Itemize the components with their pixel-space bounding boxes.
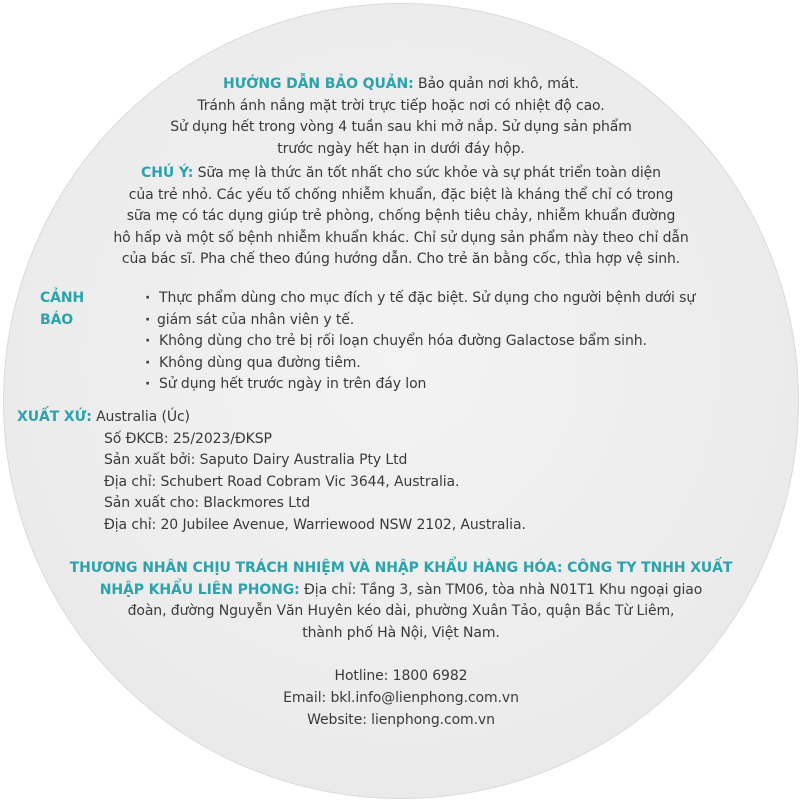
note-line-2: của trẻ nhỏ. Các yếu tố chống nhiễm khuẩn, đặc biệt là kháng thể chỉ có trong [128, 186, 674, 203]
note-line-5: của bác sĩ. Pha chế theo đúng hướng dẫn. Cho trẻ ăn bằng cốc, thìa hợp vệ sinh. [121, 251, 681, 267]
registration-number: Số ĐKCB: 25/2023/ĐKSP [104, 430, 272, 447]
storage-line-2: Tránh ánh nắng mặt trời trực tiếp hoặc nơi có nhiệt độ cao. [197, 97, 605, 114]
warning-item: · Thực phẩm dùng cho mục đích y tế đặc biệt. Sử dụng cho người bệnh dưới sự [143, 288, 695, 310]
note-text-1: Sữa mẹ là thức ăn tốt nhất cho sức khỏe và sự phát triển toàn diện [197, 165, 661, 181]
label-disc [3, 3, 799, 799]
importer-address-2: đoàn, đường Nguyễn Văn Huyên kéo dài, phường Xuân Tảo, quận Bắc Từ Liêm, [127, 603, 675, 619]
manufacturer: Sản xuất bởi: Saputo Dairy Australia Pty Ltd [104, 452, 408, 468]
origin-line [17, 407, 526, 429]
importer-line-2 [4, 580, 798, 602]
produced-for: Sản xuất cho: Blackmores Ltd [104, 495, 311, 511]
origin-section [17, 407, 526, 536]
note-heading: CHÚ Ý: [141, 165, 194, 181]
contact-section [4, 665, 798, 731]
storage-line-3: Sử dụng hết trong vòng 4 tuần sau khi mở nắp. Sử dụng sản phẩm [170, 119, 632, 135]
website: Website: lienphong.com.vn [307, 712, 495, 728]
hotline: Hotline: 1800 6982 [334, 668, 468, 684]
importer-heading-2: NHẬP KHẨU LIÊN PHONG: [99, 581, 300, 598]
warning-item: · Không dùng cho trẻ bị rối loạn chuyển hóa đường Galactose bẩm sinh. [143, 331, 695, 353]
note-line-3: sữa mẹ có tác dụng giúp trẻ phòng, chống bệnh tiêu chảy, nhiễm khuẩn đường [126, 208, 676, 224]
warning-list [143, 288, 695, 396]
importer-section [4, 558, 798, 644]
storage-line-1 [4, 74, 798, 96]
note-line-1 [4, 163, 798, 185]
produced-for-address: Địa chỉ: 20 Jubilee Avenue, Warriewood NSW 2102, Australia. [104, 516, 526, 533]
manufacturer-address: Địa chỉ: Schubert Road Cobram Vic 3644, Australia. [104, 473, 460, 490]
note-section [4, 163, 798, 271]
storage-line-4: trước ngày hết hạn in dưới đáy hộp. [277, 140, 525, 157]
warning-heading: CẢNH BÁO [40, 290, 85, 328]
origin-value: Australia (Úc) [96, 409, 190, 425]
importer-heading-1: THƯƠNG NHÂN CHỊU TRÁCH NHIỆM VÀ NHẬP KHẨU HÀNG HÓA: CÔNG TY TNHH XUẤT [69, 560, 733, 576]
email: Email: bkl.info@lienphong.com.vn [283, 690, 519, 706]
importer-address-3: thành phố Hà Nội, Việt Nam. [302, 624, 500, 641]
warning-item-continued: · giám sát của nhân viên y tế. [143, 310, 695, 332]
importer-address-1: Địa chỉ: Tầng 3, sàn TM06, tòa nhà N01T1 Khu ngoại giao [304, 581, 703, 598]
warning-item: · Sử dụng hết trước ngày in trên đáy lon [143, 374, 695, 396]
origin-details [17, 429, 526, 537]
warning-item: · Không dùng qua đường tiêm. [143, 353, 695, 375]
storage-text-1: Bảo quản nơi khô, mát. [417, 76, 579, 92]
storage-section [4, 74, 798, 160]
origin-heading: XUẤT XỨ: [17, 409, 92, 425]
note-line-4: hô hấp và một số bệnh nhiễm khuẩn khác. Chỉ sử dụng sản phẩm này theo chỉ dẫn [113, 229, 689, 246]
storage-heading: HƯỚNG DẪN BẢO QUẢN: [223, 76, 414, 92]
